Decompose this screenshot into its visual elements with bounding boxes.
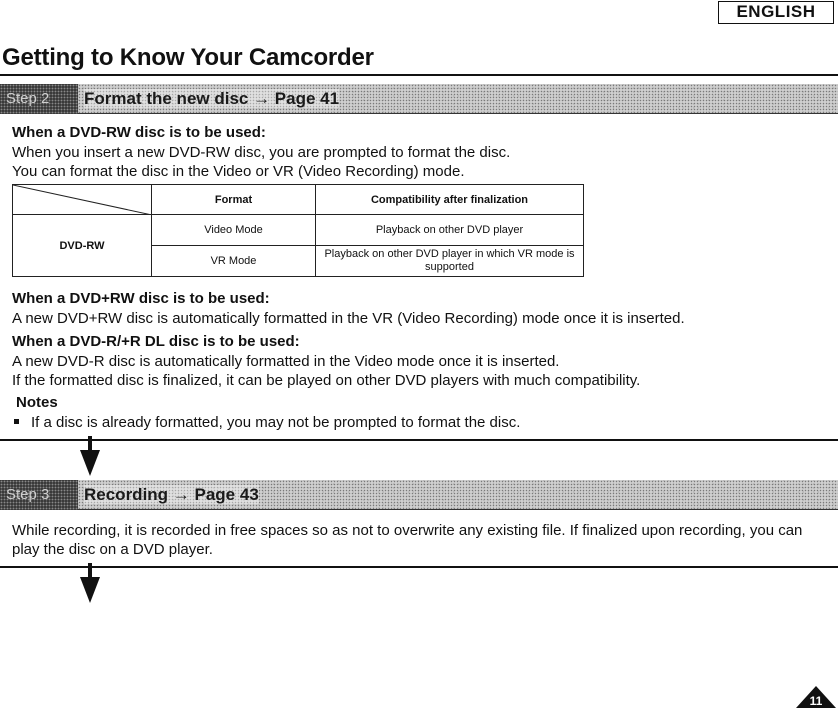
table-corner-diagonal — [13, 185, 152, 215]
table-cell-compat: Playback on other DVD player — [316, 215, 584, 246]
dvdplusrw-line1: A new DVD+RW disc is automatically formatted in the VR (Video Recording) mode once it is inserted. — [12, 310, 685, 327]
recording-line2: play the disc on a DVD player. — [12, 541, 213, 558]
dvdr-heading: When a DVD-R/+R DL disc is to be used: — [12, 333, 300, 350]
dvdrw-line1: When you insert a new DVD-RW disc, you are prompted to format the disc. — [12, 144, 511, 161]
step3-label: Recording → Page 43 — [84, 485, 259, 504]
recording-line1: While recording, it is recorded in free spaces so as not to overwrite any existing file. If finalized upon recording, you can — [12, 522, 803, 539]
down-arrow-icon — [80, 436, 100, 478]
step3-badge: Step 3 — [0, 480, 78, 510]
bullet-icon — [14, 419, 19, 424]
step2-label: Format the new disc → Page 41 — [84, 89, 340, 108]
section-divider — [0, 566, 838, 568]
dvdrw-heading: When a DVD-RW disc is to be used: — [12, 124, 266, 141]
language-badge: ENGLISH — [718, 1, 834, 24]
title-rule — [0, 74, 838, 76]
dvdplusrw-heading: When a DVD+RW disc is to be used: — [12, 290, 270, 307]
page-number: 11 — [809, 694, 823, 708]
down-arrow-icon — [80, 563, 100, 605]
table-header-format: Format — [152, 185, 316, 215]
table-cell-format: Video Mode — [152, 215, 316, 246]
step2-badge: Step 2 — [0, 84, 78, 114]
page-number-badge — [796, 686, 836, 708]
table-row-label: DVD-RW — [13, 215, 152, 277]
table-header-compat: Compatibility after finalization — [316, 185, 584, 215]
table-cell-compat: Playback on other DVD player in which VR mode is supported — [316, 246, 584, 277]
table-cell-format: VR Mode — [152, 246, 316, 277]
page-title: Getting to Know Your Camcorder — [2, 44, 374, 71]
notes-item-text: If a disc is already formatted, you may not be prompted to format the disc. — [31, 414, 521, 431]
format-table — [12, 184, 584, 277]
dvdr-line1: A new DVD-R disc is automatically formatted in the Video mode once it is inserted. — [12, 353, 560, 370]
notes-item — [14, 414, 520, 431]
dvdr-line2: If the formatted disc is finalized, it can be played on other DVD players with much compatibility. — [12, 372, 641, 389]
step2-bar — [0, 84, 838, 114]
notes-heading: Notes — [16, 394, 58, 411]
step3-bar — [0, 480, 838, 510]
dvdrw-line2: You can format the disc in the Video or VR (Video Recording) mode. — [12, 163, 465, 180]
section-divider — [0, 439, 838, 441]
table-corner-cell — [13, 185, 152, 215]
